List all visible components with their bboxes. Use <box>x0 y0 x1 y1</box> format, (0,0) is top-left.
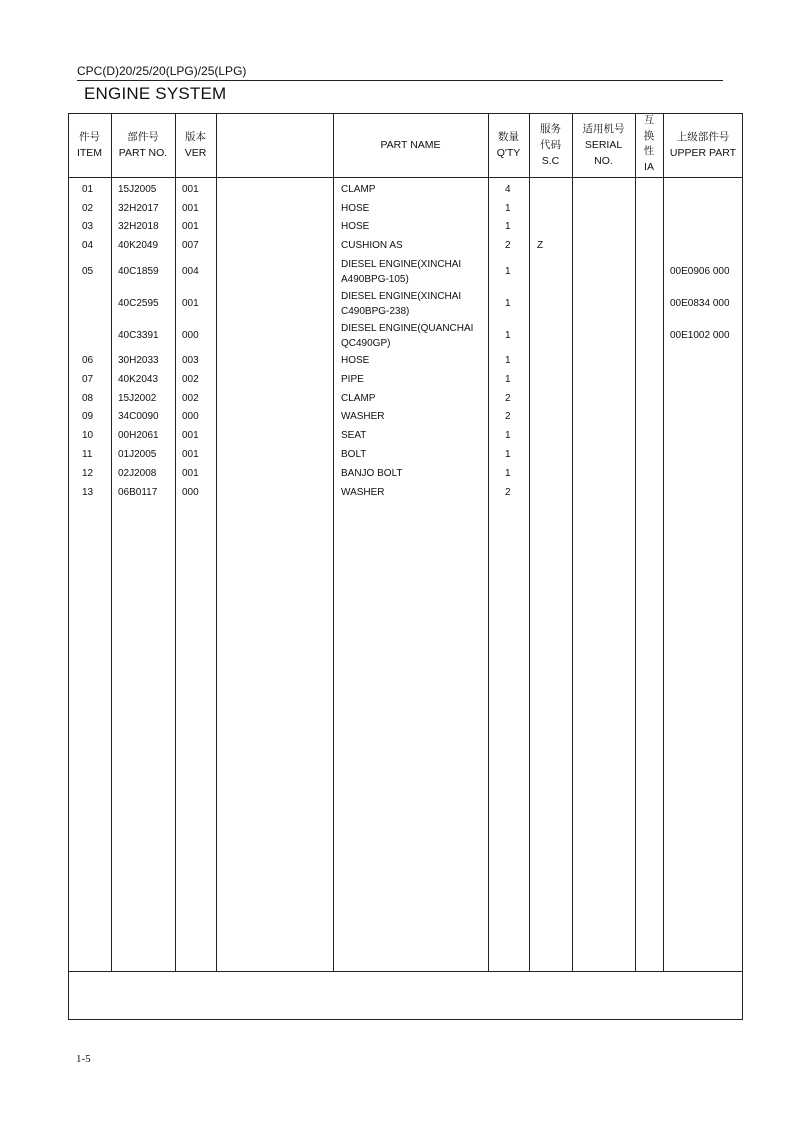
header-qty <box>488 129 529 161</box>
cell-ver: 004 <box>182 266 199 277</box>
cell-ver: 002 <box>182 374 199 385</box>
cell-qty: 1 <box>505 330 511 341</box>
cell-part-no: 15J2002 <box>118 393 157 404</box>
header-sc-en: S.C <box>541 155 560 167</box>
cell-part-name: HOSE <box>341 203 370 214</box>
header-ia-en: IA <box>644 160 654 173</box>
header-part-name <box>333 137 488 153</box>
cell-qty: 2 <box>505 393 511 404</box>
cell-part-no: 30H2033 <box>118 355 159 366</box>
cell-item: 05 <box>82 266 94 277</box>
cell-item: 03 <box>82 221 94 232</box>
cell-qty: 1 <box>505 203 511 214</box>
cell-sc: Z <box>537 240 544 251</box>
cell-part-name: HOSE <box>341 221 370 232</box>
cell-item: 06 <box>82 355 94 366</box>
model-designation: CPC(D)20/25/20(LPG)/25(LPG) <box>77 64 247 78</box>
column-divider <box>488 113 489 972</box>
cell-part-name: WASHER <box>341 411 385 422</box>
header-serial-cn: 适用机号 <box>582 123 625 135</box>
column-divider <box>111 113 112 972</box>
cell-qty: 1 <box>505 449 511 460</box>
cell-item: 02 <box>82 203 94 214</box>
cell-part-name: CLAMP <box>341 184 376 195</box>
header-qty-cn: 数量 <box>498 131 519 143</box>
column-divider <box>175 113 176 972</box>
header-part-name-en: PART NAME <box>380 139 441 151</box>
cell-item: 11 <box>82 449 93 460</box>
cell-part-name: WASHER <box>341 487 385 498</box>
cell-part-name: BOLT <box>341 449 367 460</box>
cell-item: 08 <box>82 393 94 404</box>
cell-part-name: BANJO BOLT <box>341 468 403 479</box>
header-serial <box>572 121 635 169</box>
cell-part-name-line2: A490BPG-105) <box>341 274 409 285</box>
cell-ver: 001 <box>182 430 199 441</box>
cell-ver: 001 <box>182 221 199 232</box>
cell-qty: 1 <box>505 374 511 385</box>
header-ver-cn: 版本 <box>185 131 206 143</box>
header-ia-cn2: 换 <box>643 129 655 142</box>
cell-part-no: 40C3391 <box>118 330 159 341</box>
cell-qty: 2 <box>505 487 511 498</box>
cell-ver: 003 <box>182 355 199 366</box>
table-footer-divider <box>68 971 743 972</box>
cell-part-no: 06B0117 <box>118 487 158 498</box>
cell-part-no: 15J2005 <box>118 184 157 195</box>
cell-ver: 007 <box>182 240 199 251</box>
cell-ver: 001 <box>182 449 199 460</box>
header-item-cn: 件号 <box>79 131 100 143</box>
cell-part-no: 32H2018 <box>118 221 159 232</box>
cell-part-name: SEAT <box>341 430 367 441</box>
cell-part-no: 32H2017 <box>118 203 159 214</box>
cell-qty: 4 <box>505 184 511 195</box>
cell-qty: 1 <box>505 355 511 366</box>
header-ia <box>635 113 663 175</box>
cell-part-no: 34C0090 <box>118 411 159 422</box>
cell-item: 04 <box>82 240 94 251</box>
cell-part-name: PIPE <box>341 374 364 385</box>
header-ia-cn1: 互 <box>643 114 655 126</box>
cell-ver: 000 <box>182 487 199 498</box>
header-ia-cn3: 性 <box>643 145 655 157</box>
cell-part-no: 40C1859 <box>118 266 159 277</box>
cell-ver: 000 <box>182 330 199 341</box>
column-divider <box>216 113 217 972</box>
header-ver <box>175 129 216 161</box>
cell-part-no: 40C2595 <box>118 298 159 309</box>
cell-ver: 001 <box>182 468 199 479</box>
cell-part-no: 02J2008 <box>118 468 157 479</box>
cell-part-name: HOSE <box>341 355 370 366</box>
cell-upper-part: 00E1002 000 <box>670 330 730 341</box>
header-upper-part <box>663 129 743 161</box>
header-sc-cn2: 代码 <box>540 139 561 151</box>
cell-item: 13 <box>82 487 94 498</box>
column-divider <box>635 113 636 972</box>
header-sc-cn1: 服务 <box>540 123 561 135</box>
cell-qty: 1 <box>505 430 511 441</box>
cell-ver: 001 <box>182 298 199 309</box>
cell-part-name: DIESEL ENGINE(QUANCHAI <box>341 323 474 334</box>
header-upper-en: UPPER PART <box>669 147 737 159</box>
cell-part-no: 01J2005 <box>118 449 157 460</box>
cell-item: 10 <box>82 430 94 441</box>
cell-part-name: DIESEL ENGINE(XINCHAI <box>341 291 462 302</box>
header-qty-en: Q'TY <box>496 147 521 159</box>
cell-part-name-line2: C490BPG-238) <box>341 306 410 317</box>
parts-table-frame <box>68 113 743 1020</box>
cell-qty: 2 <box>505 411 511 422</box>
header-rule <box>77 80 723 81</box>
cell-qty: 1 <box>505 468 511 479</box>
page-number: 1-5 <box>76 1053 91 1065</box>
cell-item: 07 <box>82 374 94 385</box>
cell-qty: 1 <box>505 221 511 232</box>
cell-qty: 2 <box>505 240 511 251</box>
header-item-en: ITEM <box>76 147 103 159</box>
cell-part-name: CLAMP <box>341 393 376 404</box>
header-serial-en1: SERIAL <box>584 139 623 151</box>
cell-item: 01 <box>82 184 94 195</box>
column-divider <box>572 113 573 972</box>
cell-part-no: 40K2043 <box>118 374 159 385</box>
cell-upper-part: 00E0906 000 <box>670 266 730 277</box>
section-title: ENGINE SYSTEM <box>84 84 227 103</box>
column-divider <box>333 113 334 972</box>
header-serial-en2: NO. <box>594 155 613 167</box>
cell-item: 09 <box>82 411 94 422</box>
cell-qty: 1 <box>505 266 511 277</box>
cell-part-name: CUSHION AS <box>341 240 403 251</box>
header-part-no <box>111 129 175 161</box>
cell-ver: 002 <box>182 393 199 404</box>
cell-upper-part: 00E0834 000 <box>670 298 730 309</box>
cell-ver: 000 <box>182 411 199 422</box>
header-upper-cn: 上级部件号 <box>676 131 730 143</box>
column-divider <box>529 113 530 972</box>
cell-part-name: DIESEL ENGINE(XINCHAI <box>341 259 462 270</box>
header-item <box>68 129 111 161</box>
cell-part-name-line2: QC490GP) <box>341 338 391 349</box>
cell-qty: 1 <box>505 298 511 309</box>
header-part-no-cn: 部件号 <box>127 131 159 143</box>
cell-part-no: 00H2061 <box>118 430 159 441</box>
cell-ver: 001 <box>182 203 199 214</box>
column-divider <box>663 113 664 972</box>
header-ver-en: VER <box>184 147 207 159</box>
header-sc <box>529 121 572 169</box>
header-part-no-en: PART NO. <box>118 147 168 159</box>
cell-item: 12 <box>82 468 94 479</box>
table-header-divider <box>68 177 743 178</box>
cell-part-no: 40K2049 <box>118 240 159 251</box>
cell-ver: 001 <box>182 184 199 195</box>
